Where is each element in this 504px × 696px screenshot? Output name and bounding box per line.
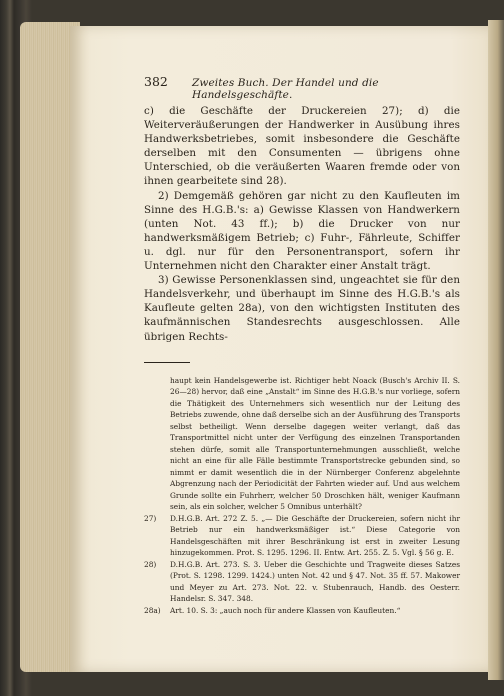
paragraph-2: 2) Demgemäß gehören gar nicht zu den Kaufleuten im Sinne des H.G.B.'s: a) Gewisse Klassen von Handwerkern (unten Not. 43 ff.); b) die Drucker von nur handwerksmäßigem Betrieb; c) Fuhr-, Fährleute, Schiffer u. dgl. nur für den Personentransport, sofern ihr Unternehmen nicht den Charakter einer Anstalt trägt.: [144, 189, 460, 273]
footnotes: [144, 375, 460, 617]
footnote-27-text: D.H.G.B. Art. 272 Z. 5. „— Die Geschäfte der Druckereien, sofern nicht ihr Betrieb nur ein handwerksmäßiger ist.“ Diese Categorie von Handelsgeschäften mit ihrer Beschränkung ist erst in zweiter Lesung hinzugekommen. Prot. S. 1295. 1296. II. Entw. Art. 255. Z. 5. Vgl. § 56 g. E.: [170, 513, 460, 558]
footnote-28a-number: 28a): [144, 605, 161, 615]
running-header: [144, 74, 460, 101]
footnote-27-number: 27): [144, 513, 157, 523]
footnote-28a-text: Art. 10. S. 3: „auch noch für andere Klassen von Kaufleuten.“: [170, 605, 401, 615]
footnote-28: [144, 559, 460, 605]
paragraph-1: c) die Geschäfte der Druckereien 27); d) die Weiterveräußerungen der Handwerker in Ausübung ihres Handwerksbetriebes, somit insbesondere die Geschäfte derselben mit den Consumenten — übrigens ohne Unterschied, ob die veräußerten Waaren fremde oder von ihnen gearbeitete sind 28).: [144, 105, 460, 188]
running-head-title: Zweites Buch. Der Handel und die Handelsgeschäfte.: [191, 77, 379, 101]
footnote-continuation-text: haupt kein Handelsgewerbe ist. Richtiger hebt Noack (Busch's Archiv II. S. 26—28) hervor, daß eine „Anstalt“ im Sinne des H.G.B.'s nur vorliege, sofern die Thätigkeit des Unternehmers sich wesentlich nur der Leitung des Betriebs zuwende, ohne daß derselbe sich an der Ausführung des Transports selbst betheiligt. Wenn derselbe dagegen weiter verlangt, daß das Transportmittel nicht unter der Verfügung des einzelnen Transportanden stehen dürfe, somit alle Transportunternehmungen ausschließt, welche nicht an eine für alle Fälle bestimmte Transportstrecke gebunden sind, so nimmt er damit wesentlich die in der Nürnberger Conferenz abgelehnte Abgrenzung nach der Periodicität der Fahrten wieder auf. Und aus welchem Grunde sollte ein Fuhrherr, welcher 50 Droschken hält, weniger Kaufmann sein, als ein solcher, welcher 5 Omnibus unterhält?: [170, 375, 460, 512]
main-text: [144, 104, 460, 344]
footnote-rule: [144, 362, 190, 363]
page-right-edge: [488, 20, 504, 680]
footnote-continuation: [144, 375, 460, 513]
paragraph-3: 3) Gewisse Personenklassen sind, ungeachtet sie für den Handelsverkehr, und überhaupt im Sinne des H.G.B.'s als Kaufleute gelten 28a), von den wichtigsten Instituten des kaufmännischen Standesrechts ausgeschlossen. Alle übrigen Rechts-: [144, 274, 460, 343]
page-content: [144, 74, 460, 616]
footnote-27: [144, 513, 460, 559]
footnote-28a: [144, 605, 460, 617]
page-number: 382: [144, 74, 168, 89]
footnote-28-text: D.H.G.B. Art. 273. S. 3. Ueber die Geschichte und Tragweite dieses Satzes (Prot. S. 1298. 1299. 1424.) unten Not. 42 und § 47. Not. 35 ff. 57. Makower und Meyer zu Art. 273. Not. 22. v. Stubenrauch, Handb. des Oesterr. Handelsr. S. 347. 348.: [170, 559, 460, 604]
footnote-28-number: 28): [144, 559, 157, 569]
